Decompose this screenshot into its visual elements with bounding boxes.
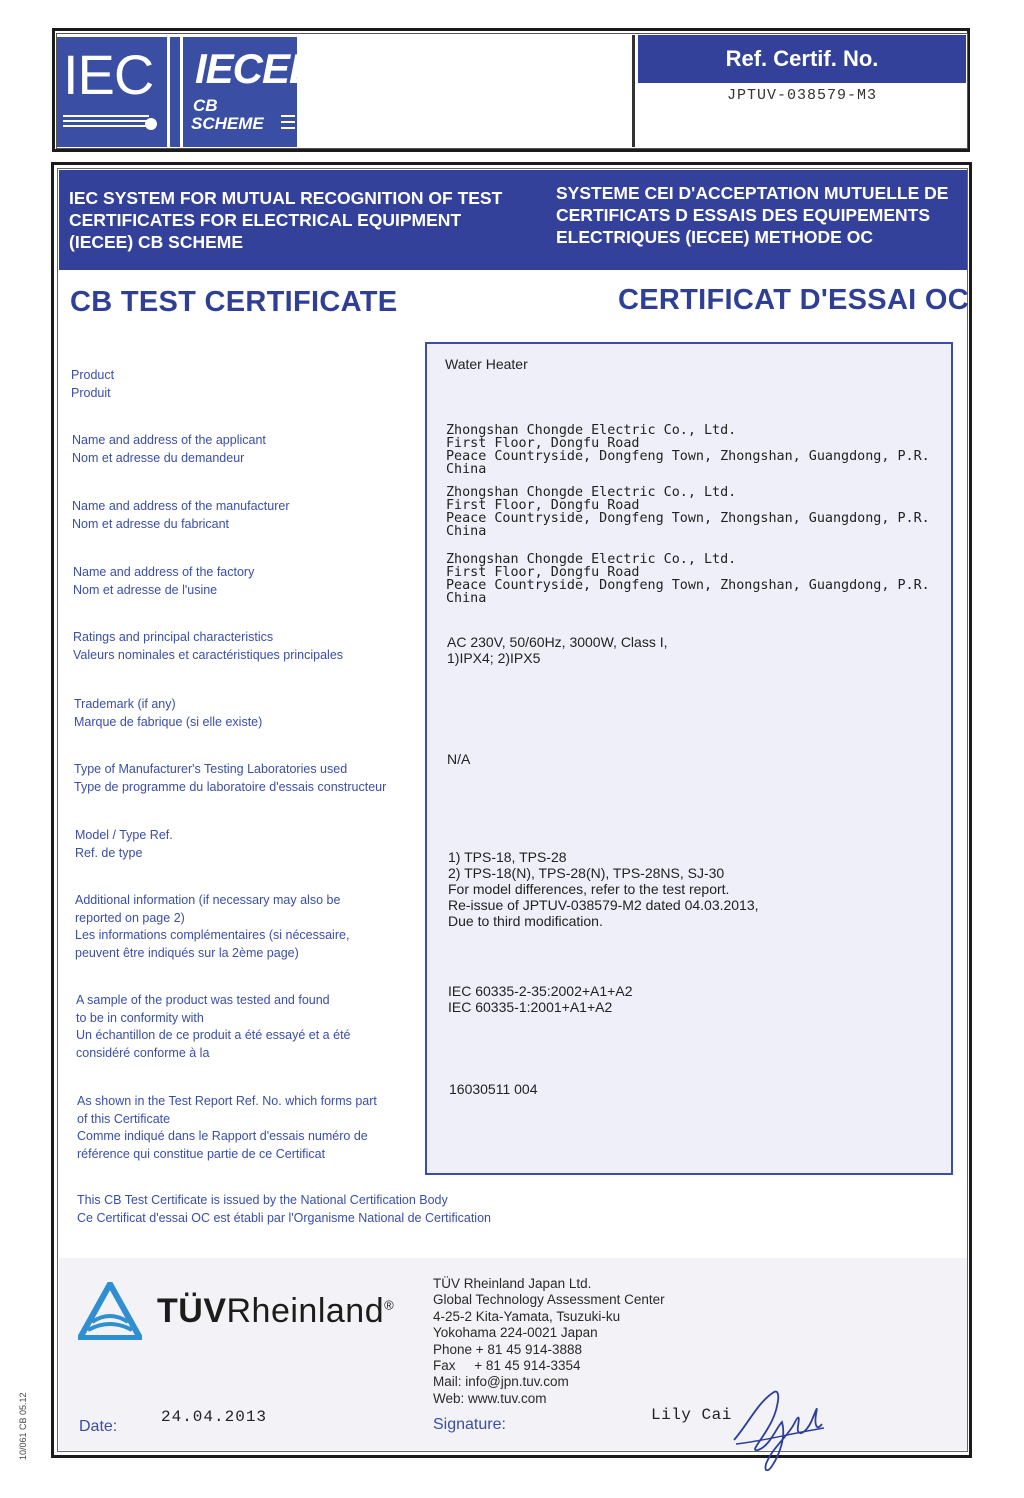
label-applicant: [72, 432, 266, 467]
address-line: Peace Countryside, Dongfeng Town, Zhongshan, Guangdong, P.R.: [446, 511, 930, 526]
label-line: Type de programme du laboratoire d'essais constructeur: [74, 779, 387, 794]
label-issued-by: [77, 1192, 491, 1227]
iecee-cb-scheme-logo: [183, 37, 317, 147]
header-divider: [632, 35, 635, 147]
iec-logo-line: [63, 120, 149, 122]
label-ratings: [73, 629, 343, 664]
standard-line: IEC 60335-1:2001+A1+A2: [448, 999, 613, 1015]
label-line: Un échantillon de ce produit a été essayé et a été: [76, 1028, 351, 1042]
iec-logo: [57, 37, 167, 147]
additional-line: For model differences, refer to the test report.: [448, 881, 730, 897]
model-line: 2) TPS-18(N), TPS-28(N), TPS-28NS, SJ-30: [448, 865, 725, 881]
label-conformity: [76, 992, 351, 1062]
tuv-triangle-icon: [78, 1282, 142, 1340]
label-model: [75, 827, 173, 862]
iecee-logo-line: [281, 115, 295, 117]
label-line: considéré conforme à la: [76, 1045, 210, 1060]
model-line: 1) TPS-18, TPS-28: [448, 849, 567, 865]
cb-logo-text: CB: [193, 96, 218, 115]
iec-logo-line: [63, 115, 149, 117]
iec-logo-text: IEC: [63, 43, 154, 106]
address-line: Zhongshan Chongde Electric Co., Ltd.: [446, 552, 737, 567]
registered-mark: ®: [384, 1297, 395, 1313]
tuv-logo-light: Rheinland: [226, 1292, 385, 1330]
label-line: Ratings and principal characteristics: [73, 630, 274, 644]
ref-certif-label: Ref. Certif. No.: [638, 35, 966, 83]
address-line: TÜV Rheinland Japan Ltd.: [433, 1276, 592, 1291]
label-line: référence qui constitue partie de ce Certificat: [77, 1146, 326, 1161]
logo-separator-bar: [170, 37, 180, 147]
date-value: 24.04.2013: [161, 1408, 268, 1426]
signature-label: Signature:: [433, 1416, 506, 1433]
label-line: of this Certificate: [77, 1111, 171, 1126]
label-line: reported on page 2): [75, 910, 185, 925]
label-line: Marque de fabrique (si elle existe): [74, 714, 263, 729]
label-line: peuvent être indiqués sur la 2ème page): [75, 945, 299, 960]
iecee-logo-text: IECEE: [195, 45, 317, 92]
label-line: Trademark (if any): [74, 697, 176, 711]
label-line: Valeurs nominales et caractéristiques principales: [73, 647, 344, 662]
address-line: Fax + 81 45 914-3354: [433, 1358, 581, 1374]
address-line: First Floor, Dongfu Road: [446, 565, 640, 580]
ratings-line: AC 230V, 50/60Hz, 3000W, Class I,: [447, 634, 668, 650]
ref-certif-number: JPTUV-038579-M3: [726, 86, 878, 104]
label-trademark: [74, 696, 262, 731]
label-line: Name and address of the factory: [73, 565, 255, 579]
address-line: First Floor, Dongfu Road: [446, 498, 640, 513]
banner-french: [556, 182, 948, 248]
address-line: First Floor, Dongfu Road: [446, 436, 640, 451]
label-line: Ref. de type: [75, 845, 143, 860]
additional-line: Re-issue of JPTUV-038579-M2 dated 04.03.2013,: [448, 897, 759, 913]
iecee-logo-line: [281, 121, 295, 123]
handwritten-signature: [728, 1384, 828, 1476]
banner-fr-line: SYSTEME CEI D'ACCEPTATION MUTUELLE DE: [556, 183, 949, 203]
label-line: This CB Test Certificate is issued by the National Certification Body: [77, 1193, 448, 1207]
banner-fr-line: CERTIFICATS D ESSAIS DES EQUIPEMENTS: [556, 205, 931, 225]
scheme-banner: [59, 170, 967, 270]
iec-logo-dot: [145, 118, 157, 130]
label-manufacturer: [72, 498, 289, 533]
banner-en-line: IEC SYSTEM FOR MUTUAL RECOGNITION OF TEST: [69, 188, 503, 208]
form-code: 10/061 CB 05.12: [18, 1392, 28, 1460]
label-test-report: [77, 1093, 377, 1163]
label-line: Nom et adresse de l'usine: [73, 582, 218, 597]
value-product: Water Heater: [445, 356, 528, 372]
label-line: Additional information (if necessary may also be: [75, 893, 341, 907]
value-lab-type: N/A: [447, 751, 471, 767]
label-line: Nom et adresse du fabricant: [72, 516, 230, 531]
banner-fr-line: ELECTRIQUES (IECEE) METHODE OC: [556, 227, 873, 247]
issuer-address: [433, 1276, 665, 1407]
address-line: 4-25-2 Kita-Yamata, Tsuzuki-ku: [433, 1308, 621, 1324]
address-line: Mail: info@jpn.tuv.com: [433, 1374, 569, 1390]
address-line: China: [446, 591, 487, 606]
value-applicant: [446, 424, 930, 476]
label-line: Comme indiqué dans le Rapport d'essais numéro de: [77, 1129, 368, 1143]
value-ratings: [447, 634, 668, 666]
standard-line: IEC 60335-2-35:2002+A1+A2: [448, 983, 633, 999]
address-line: China: [446, 524, 487, 539]
additional-line: Due to third modification.: [448, 913, 603, 929]
ratings-line: 1)IPX4; 2)IPX5: [447, 650, 541, 666]
signer-name: Lily Cai: [651, 1406, 732, 1424]
label-line: to be in conformity with: [76, 1010, 204, 1025]
address-line: Global Technology Assessment Center: [433, 1292, 665, 1308]
address-line: Yokohama 224-0021 Japan: [433, 1325, 598, 1341]
label-line: Type of Manufacturer's Testing Laboratories used: [74, 762, 348, 776]
address-line: Peace Countryside, Dongfeng Town, Zhongshan, Guangdong, P.R.: [446, 449, 930, 464]
label-line: Ce Certificat d'essai OC est établi par l'Organisme National de Certification: [77, 1210, 491, 1225]
label-line: Les informations complémentaires (si nécessaire,: [75, 928, 350, 942]
scheme-logo-text: SCHEME: [191, 114, 264, 133]
banner-en-line: (IECEE) CB SCHEME: [69, 232, 244, 252]
address-line: China: [446, 462, 487, 477]
value-manufacturer: [446, 486, 930, 538]
value-report-number: 16030511 004: [449, 1081, 538, 1097]
iecee-logo-line: [281, 127, 295, 129]
value-standards: [448, 983, 632, 1015]
value-model-and-additional: [448, 849, 759, 929]
label-line: Name and address of the manufacturer: [72, 499, 290, 513]
address-line: Zhongshan Chongde Electric Co., Ltd.: [446, 485, 737, 500]
label-line: Product: [71, 368, 115, 382]
label-additional-info: [75, 892, 349, 962]
label-line: A sample of the product was tested and found: [76, 993, 330, 1007]
label-line: Name and address of the applicant: [72, 433, 266, 447]
banner-english: [69, 187, 502, 253]
tuv-rheinland-logo: [157, 1292, 394, 1331]
title-english: CB TEST CERTIFICATE: [70, 286, 398, 318]
label-line: Nom et adresse du demandeur: [72, 450, 245, 465]
label-lab-type: [74, 761, 386, 796]
address-line: Peace Countryside, Dongfeng Town, Zhongshan, Guangdong, P.R.: [446, 578, 930, 593]
label-line: Produit: [71, 385, 111, 400]
label-product: [71, 367, 114, 402]
label-line: As shown in the Test Report Ref. No. which forms part: [77, 1094, 377, 1108]
address-line: Web: www.tuv.com: [433, 1390, 547, 1406]
banner-en-line: CERTIFICATES FOR ELECTRICAL EQUIPMENT: [69, 210, 462, 230]
value-factory: [446, 553, 930, 605]
iec-logo-line: [63, 125, 149, 127]
tuv-logo-bold: TÜV: [157, 1292, 227, 1330]
label-factory: [73, 564, 254, 599]
address-line: Zhongshan Chongde Electric Co., Ltd.: [446, 423, 737, 438]
date-label: Date:: [79, 1418, 118, 1435]
address-line: Phone + 81 45 914-3888: [433, 1341, 583, 1357]
label-line: Model / Type Ref.: [75, 828, 173, 842]
title-french: CERTIFICAT D'ESSAI OC: [618, 284, 970, 316]
